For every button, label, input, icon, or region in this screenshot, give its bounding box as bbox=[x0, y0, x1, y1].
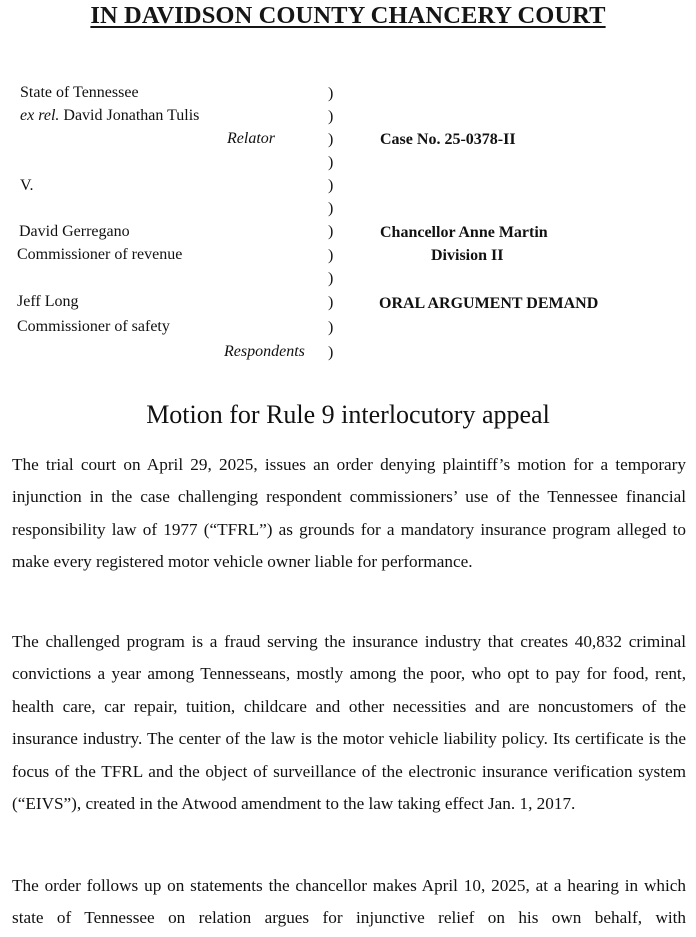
respondent2-name: Jeff Long bbox=[17, 293, 79, 310]
caption-paren: ) bbox=[328, 223, 334, 240]
court-title: IN DAVIDSON COUNTY CHANCERY COURT bbox=[90, 2, 606, 29]
caption-paren: ) bbox=[328, 200, 334, 217]
caption-paren: ) bbox=[328, 247, 334, 264]
respondents-label: Respondents bbox=[224, 343, 305, 360]
ex-rel: ex rel. bbox=[20, 107, 60, 124]
paragraph-1: The trial court on April 29, 2025, issues an order denying plaintiff’s motion for a temporary injunction in the case challenging respondent commissioners’ use of the Tennessee financial responsibility law of 1977 (“TFRL”) as grounds for a mandatory insurance program alleged to make every registered motor vehicle owner liable for performance. bbox=[12, 455, 686, 572]
paragraph-2: The challenged program is a fraud serving the insurance industry that creates 40,832 criminal convictions a year among Tennesseans, mostly among the poor, who opt to pay for food, rent, health care, car repair, tuition, childcare and other necessities and are noncustomers of the insurance industry. The center of the law is the motor vehicle liability policy. Its certificate is the focus of the TFRL and the object of surveillance of the electronic insurance verification system (“EIVS”), created in the Atwood amendment to the law taking effect Jan. 1, 2017. bbox=[12, 632, 686, 814]
caption-paren: ) bbox=[328, 85, 334, 102]
division: Division II bbox=[431, 247, 504, 264]
respondent1-title: Commissioner of revenue bbox=[17, 246, 183, 263]
caption-paren: ) bbox=[328, 344, 334, 361]
versus: V. bbox=[20, 177, 34, 194]
caption-paren: ) bbox=[328, 108, 334, 125]
relator-line2 bbox=[20, 106, 199, 125]
caption-paren: ) bbox=[328, 154, 334, 171]
respondent1-name: David Gerregano bbox=[19, 223, 130, 240]
caption-paren: ) bbox=[328, 319, 334, 336]
caption-paren: ) bbox=[328, 131, 334, 148]
relator-name: David Jonathan Tulis bbox=[59, 107, 200, 124]
case-number: Case No. 25-0378-II bbox=[380, 131, 516, 148]
relator-line1: State of Tennessee bbox=[20, 84, 139, 101]
caption-paren: ) bbox=[328, 177, 334, 194]
relator-label: Relator bbox=[227, 130, 275, 147]
paragraph-3: The order follows up on statements the chancellor makes April 10, 2025, at a hearing in which state of Tennessee on relation argues for injunctive relief on his own behalf, with bbox=[12, 876, 686, 928]
respondent2-title: Commissioner of safety bbox=[17, 318, 170, 335]
motion-title: Motion for Rule 9 interlocutory appeal bbox=[146, 400, 550, 429]
oral-argument-demand: ORAL ARGUMENT DEMAND bbox=[379, 295, 599, 312]
caption-paren: ) bbox=[328, 294, 334, 311]
chancellor: Chancellor Anne Martin bbox=[380, 224, 548, 241]
caption-paren: ) bbox=[328, 270, 334, 287]
